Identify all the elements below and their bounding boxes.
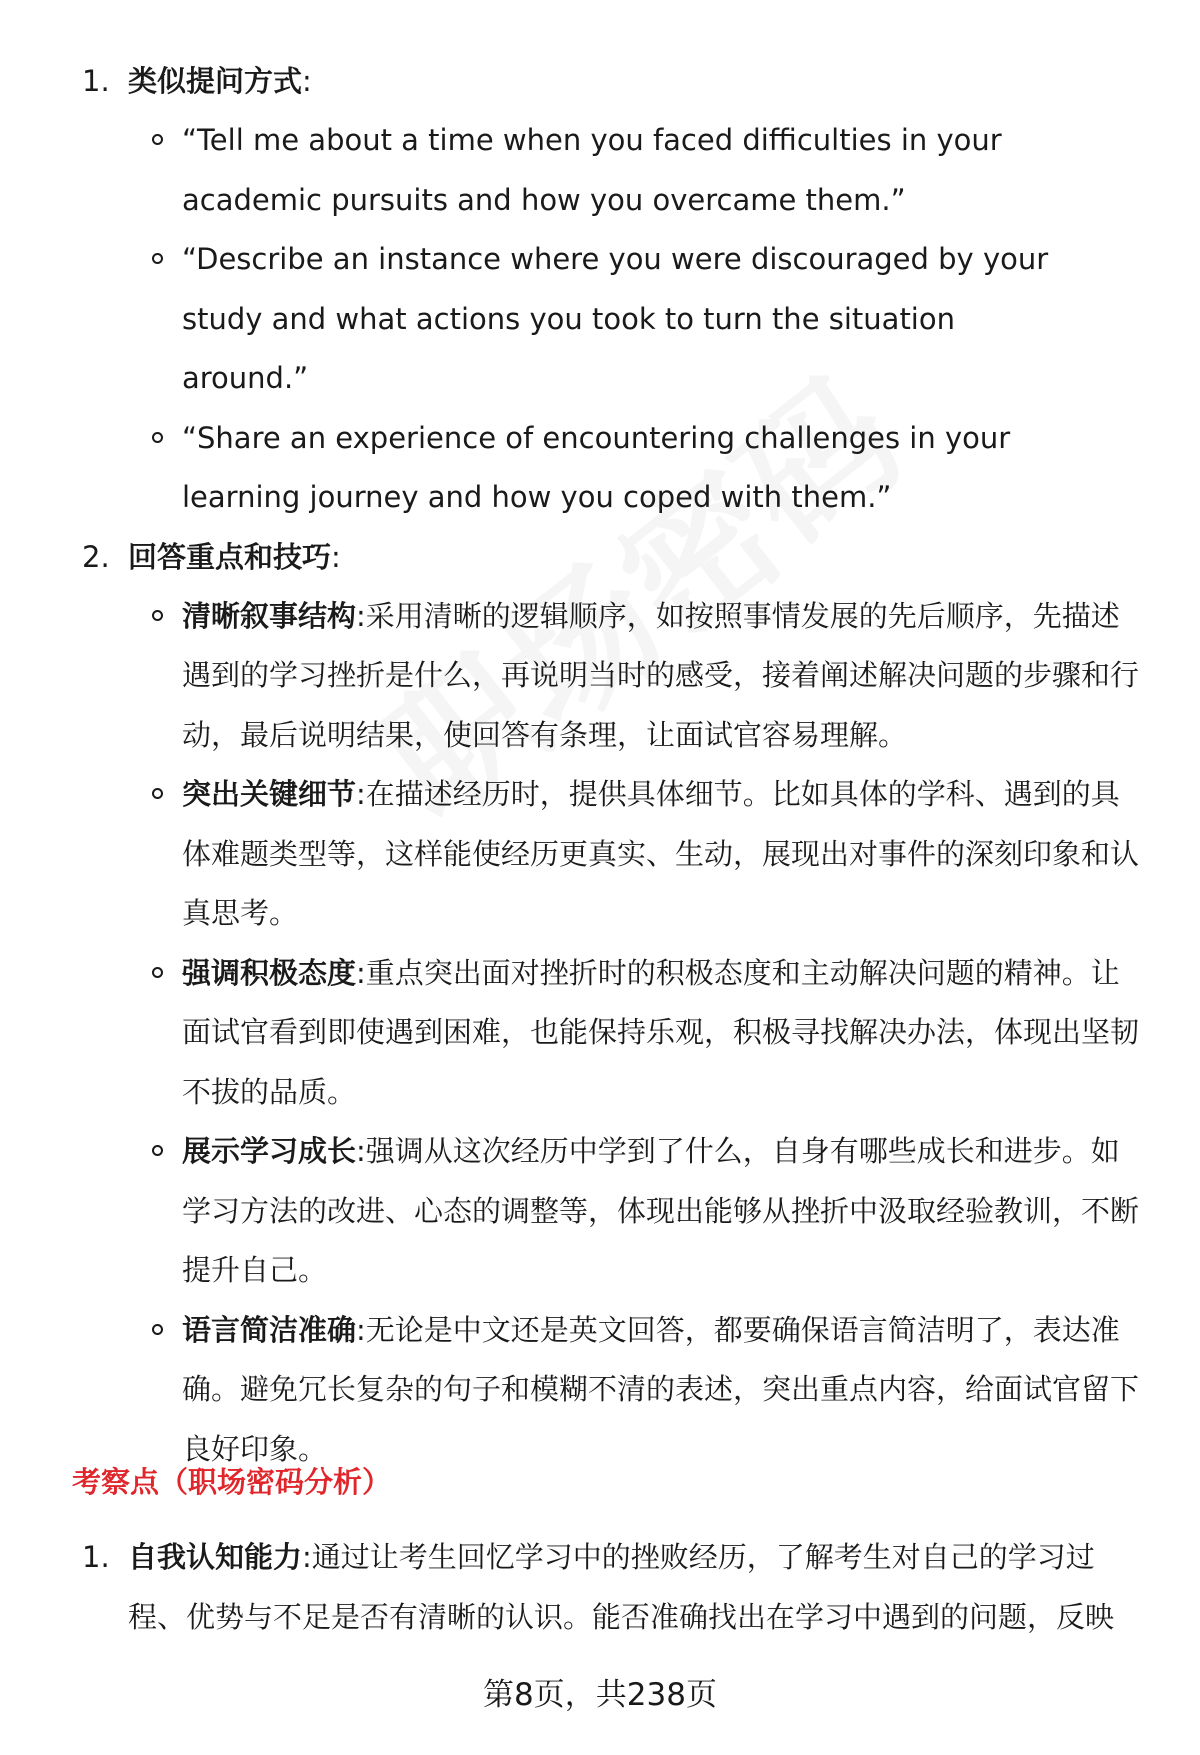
list-item	[82, 1122, 1142, 1301]
list-number: 1.	[82, 1540, 110, 1574]
tip-text: 无论是中文还是英文回答，都要确保语言简洁明了，表达准确。避免冗长复杂的句子和模糊不清的表述，突出重点内容，给面试官留下良好印象。	[182, 1312, 1140, 1466]
list-item	[82, 230, 1057, 409]
tip-text: 强调从这次经历中学到了什么，自身有哪些成长和进步。如学习方法的改进、心态的调整等，体现出能够从挫折中汲取经验教训，不断提升自己。	[182, 1134, 1140, 1287]
colon: :	[356, 955, 366, 990]
assessment-points-list	[82, 1528, 1142, 1647]
colon: :	[331, 539, 341, 574]
list-item	[82, 587, 1142, 766]
tip-text: 在描述经历时，提供具体细节。比如具体的学科、遇到的具体难题类型等，这样能使经历更真实、生动，展现出对事件的深刻印象和认真思考。	[182, 777, 1140, 930]
hollow-circle-bullet-icon	[152, 432, 163, 443]
tips-list	[82, 587, 1142, 1480]
tip-text: 重点突出面对挫折时的积极态度和主动解决问题的精神。让面试官看到即使遇到困难，也能保持乐观，积极寻找解决办法，体现出坚韧不拔的品质。	[182, 955, 1140, 1109]
list-item-title: 类似提问方式	[128, 64, 303, 98]
colon: :	[356, 777, 366, 811]
section-heading: 考察点（职场密码分析）	[72, 1465, 392, 1499]
hollow-circle-bullet-icon	[152, 1145, 163, 1156]
tip-text: 采用清晰的逻辑顺序，如按照事情发展的先后顺序，先描述遇到的学习挫折是什么，再说明当时的感受，接着阐述解决问题的步骤和行动，最后说明结果，使回答有条理，让面试官容易理解。	[182, 598, 1140, 752]
hollow-circle-bullet-icon	[152, 1324, 163, 1335]
hollow-circle-bullet-icon	[152, 788, 163, 799]
tip-label: 突出关键细节	[182, 777, 357, 811]
list-number: 1.	[82, 64, 110, 98]
page-footer: 第8页，共238页	[483, 1677, 717, 1713]
colon: :	[356, 1134, 366, 1168]
hollow-circle-bullet-icon	[152, 134, 163, 145]
list-item-answer-tips	[82, 528, 1152, 1480]
question-text: “Describe an instance where you were discouraged by your study and what actions you took to turn the situation around.”	[182, 242, 1049, 395]
list-item-self-awareness	[82, 1528, 1142, 1647]
point-label: 自我认知能力	[128, 1540, 303, 1574]
hollow-circle-bullet-icon	[152, 967, 163, 978]
point-text: 通过让考生回忆学习中的挫败经历，了解考生对自己的学习过程、优势与不足是否有清晰的认识。能否准确找出在学习中遇到的问题，反映	[128, 1540, 1115, 1634]
hollow-circle-bullet-icon	[152, 610, 163, 621]
colon: :	[356, 598, 366, 633]
colon: :	[302, 1540, 312, 1574]
list-item-similar-questions	[82, 52, 1152, 528]
colon: :	[356, 1312, 366, 1347]
list-item-title: 回答重点和技巧	[128, 539, 332, 574]
list-item	[82, 111, 1057, 230]
tip-label: 强调积极态度	[182, 955, 357, 990]
question-list	[82, 111, 1057, 528]
question-text: “Tell me about a time when you faced difficulties in your academic pursuits and how you overcame them.”	[182, 123, 1002, 217]
answer-guide-list	[82, 52, 1152, 1479]
list-item	[82, 765, 1142, 944]
list-number: 2.	[82, 539, 110, 574]
colon: :	[302, 64, 312, 98]
tip-label: 展示学习成长	[182, 1134, 357, 1168]
list-item	[82, 944, 1142, 1123]
question-text: “Share an experience of encountering challenges in your learning journey and how you coped with them.”	[182, 420, 1011, 514]
list-item	[82, 409, 1057, 528]
hollow-circle-bullet-icon	[152, 253, 163, 264]
tip-label: 语言简洁准确	[182, 1312, 357, 1347]
tip-label: 清晰叙事结构	[182, 598, 357, 633]
